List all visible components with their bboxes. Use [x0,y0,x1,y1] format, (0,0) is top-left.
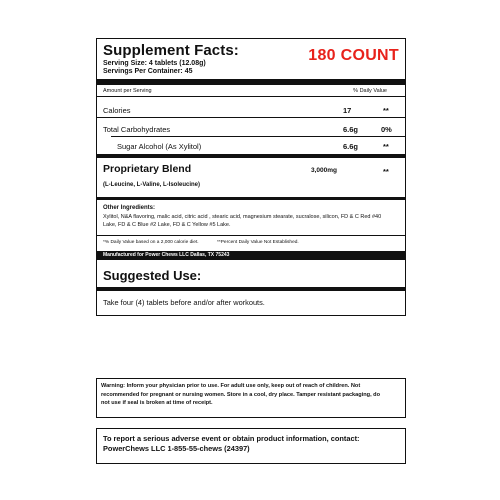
other-ingredients-title: Other Ingredients: [103,205,156,211]
blend-name: Proprietary Blend [103,163,192,175]
warning-line: not use if seal is broken at time of receipt. [101,400,213,406]
row-sugar-alcohol-name: Sugar Alcohol (As Xylitol) [117,142,202,151]
other-ingredients-line2: Lake, FD & C Blue #2 Lake, FD & C Yellow #5 Lake. [103,222,231,228]
thick-divider [97,79,405,85]
row-carbs-dv: 0% [381,125,392,134]
thick-divider [97,154,405,158]
footnote-not-established: **Percent Daily Value Not Established. [217,240,299,245]
row-carbs-amount: 6.6g [343,125,359,134]
row-calories-dv: ** [383,106,389,115]
report-line: PowerChews LLC 1-855-55-chews (24397) [103,444,250,453]
blend-contents: (L-Leucine, L-Valine, L-Isoleucine) [103,182,201,188]
warning-line: recommended for pregnant or nursing women. Store in a cool, dry place. Tamper resistant packaging, do [101,391,381,398]
row-calories-amount: 17 [343,106,352,115]
serving-size: Serving Size: 4 tablets (12.08g) [103,60,206,67]
amount-header: Amount per Serving [103,88,152,94]
servings-per-container: Servings Per Container: 45 [103,68,193,75]
blend-dv: ** [383,167,389,176]
count-label: 180 COUNT [308,47,399,64]
warning-line: Warning: Inform your physician prior to use. For adult use only, keep out of reach of children. Not [101,383,361,389]
manufacturer-bar: Manufactured for Power Chews LLC Dallas, TX 75243 [97,251,405,260]
footnote-dv: *% Daily Value based on a 2,000 calorie diet. [103,240,199,245]
row-carbs-name: Total Carbohydrates [103,125,171,134]
divider [97,117,405,118]
row-calories-name: Calories [103,106,131,115]
row-sugar-alcohol-dv: ** [383,142,389,151]
divider [111,136,405,137]
divider [97,235,405,236]
supplement-facts-panel [96,38,406,316]
dv-header: % Daily Value [353,88,387,94]
suggested-use-text: Take four (4) tablets before and/or after workouts. [103,298,265,307]
report-text [103,434,403,454]
thick-divider [97,197,405,200]
facts-title: Supplement Facts: [103,42,239,59]
report-panel [96,428,406,464]
other-ingredients-line1: Xylitol, N&A flavoring, malic acid, citric acid , stearic acid, magnesium stearate, sucralose, silicon, FD & C Red #40 [103,214,382,220]
warning-text [101,382,401,408]
suggested-use-title: Suggested Use: [103,268,202,283]
row-sugar-alcohol-amount: 6.6g [343,142,359,151]
divider [97,96,405,97]
blend-amount: 3,000mg [311,167,338,174]
thick-divider [97,287,405,291]
report-line: To report a serious adverse event or obtain product information, contact: [103,434,360,443]
warning-panel [96,378,406,418]
